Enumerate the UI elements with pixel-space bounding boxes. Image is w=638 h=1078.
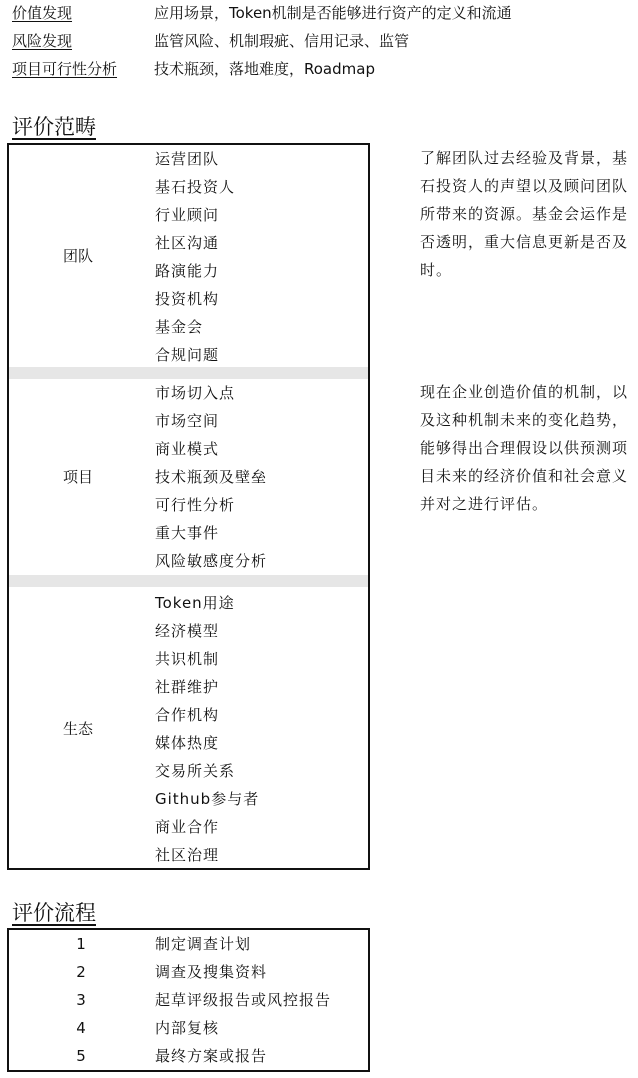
step-text: 最终方案或报告: [155, 1047, 268, 1065]
group-divider: [9, 367, 368, 379]
list-item: 交易所关系: [155, 762, 236, 780]
list-item: 共识机制: [155, 650, 220, 668]
list-item: 基金会: [155, 318, 204, 336]
list-item: 市场切入点: [155, 384, 236, 402]
step-number: 2: [76, 963, 86, 981]
list-item: 行业顾问: [155, 206, 220, 224]
list-item: 媒体热度: [155, 734, 220, 752]
scope-group-project: [9, 379, 368, 575]
group-label: 项目: [63, 468, 94, 486]
process-step: [9, 986, 368, 1014]
definition-label: 风险发现: [12, 32, 73, 50]
step-number: 4: [76, 1019, 86, 1037]
scope-group-team: [9, 145, 368, 369]
group-items: [155, 589, 259, 869]
scope-group-ecosystem: [9, 589, 368, 869]
definition-desc: 应用场景，Token机制是否能够进行资产的定义和流通: [154, 4, 512, 22]
definition-desc: 监管风险、机制瑕疵、信用记录、监管: [154, 32, 410, 50]
list-item: 商业模式: [155, 440, 220, 458]
list-item: Token用途: [155, 594, 235, 612]
step-text: 内部复核: [155, 1019, 220, 1037]
group-label: 团队: [63, 247, 94, 265]
group-divider: [9, 575, 368, 587]
list-item: 合规问题: [155, 346, 220, 364]
list-item: 路演能力: [155, 262, 220, 280]
list-item: 经济模型: [155, 622, 220, 640]
note-team: 了解团队过去经验及背景，基石投资人的声望以及顾问团队所带来的资源。基金会运作是否透明，重大信息更新是否及时。: [420, 149, 629, 279]
scope-table: [7, 143, 370, 870]
definition-label: 项目可行性分析: [12, 60, 118, 78]
section-title-process: 评价流程: [12, 901, 96, 925]
list-item: 合作机构: [155, 706, 220, 724]
process-step: [9, 1014, 368, 1042]
step-text: 起草评级报告或风控报告: [155, 991, 332, 1009]
process-step: [9, 930, 368, 958]
list-item: 社群维护: [155, 678, 220, 696]
list-item: 风险敏感度分析: [155, 552, 268, 570]
note-project: 现在企业创造价值的机制，以及这种机制未来的变化趋势，能够得出合理假设以供预测项目未来的经济价值和社会意义并对之进行评估。: [420, 383, 629, 513]
step-number: 3: [76, 991, 86, 1009]
definition-label: 价值发现: [12, 4, 73, 22]
definition-desc: 技术瓶颈，落地难度，Roadmap: [154, 60, 375, 78]
list-item: 基石投资人: [155, 178, 236, 196]
list-item: 社区沟通: [155, 234, 220, 252]
list-item: 运营团队: [155, 150, 220, 168]
list-item: 可行性分析: [155, 496, 236, 514]
step-text: 调查及搜集资料: [155, 963, 268, 981]
list-item: Github参与者: [155, 790, 260, 808]
step-number: 1: [76, 935, 86, 953]
group-items: [155, 379, 267, 575]
list-item: 技术瓶颈及壁垒: [155, 468, 268, 486]
process-step: [9, 1042, 368, 1070]
list-item: 商业合作: [155, 818, 220, 836]
process-step: [9, 958, 368, 986]
list-item: 投资机构: [155, 290, 220, 308]
list-item: 重大事件: [155, 524, 220, 542]
list-item: 市场空间: [155, 412, 220, 430]
group-label: 生态: [63, 720, 94, 738]
group-items: [155, 145, 235, 369]
list-item: 社区治理: [155, 846, 220, 864]
step-text: 制定调查计划: [155, 935, 252, 953]
process-table: [7, 928, 370, 1072]
step-number: 5: [76, 1047, 86, 1065]
section-title-scope: 评价范畴: [12, 115, 96, 139]
